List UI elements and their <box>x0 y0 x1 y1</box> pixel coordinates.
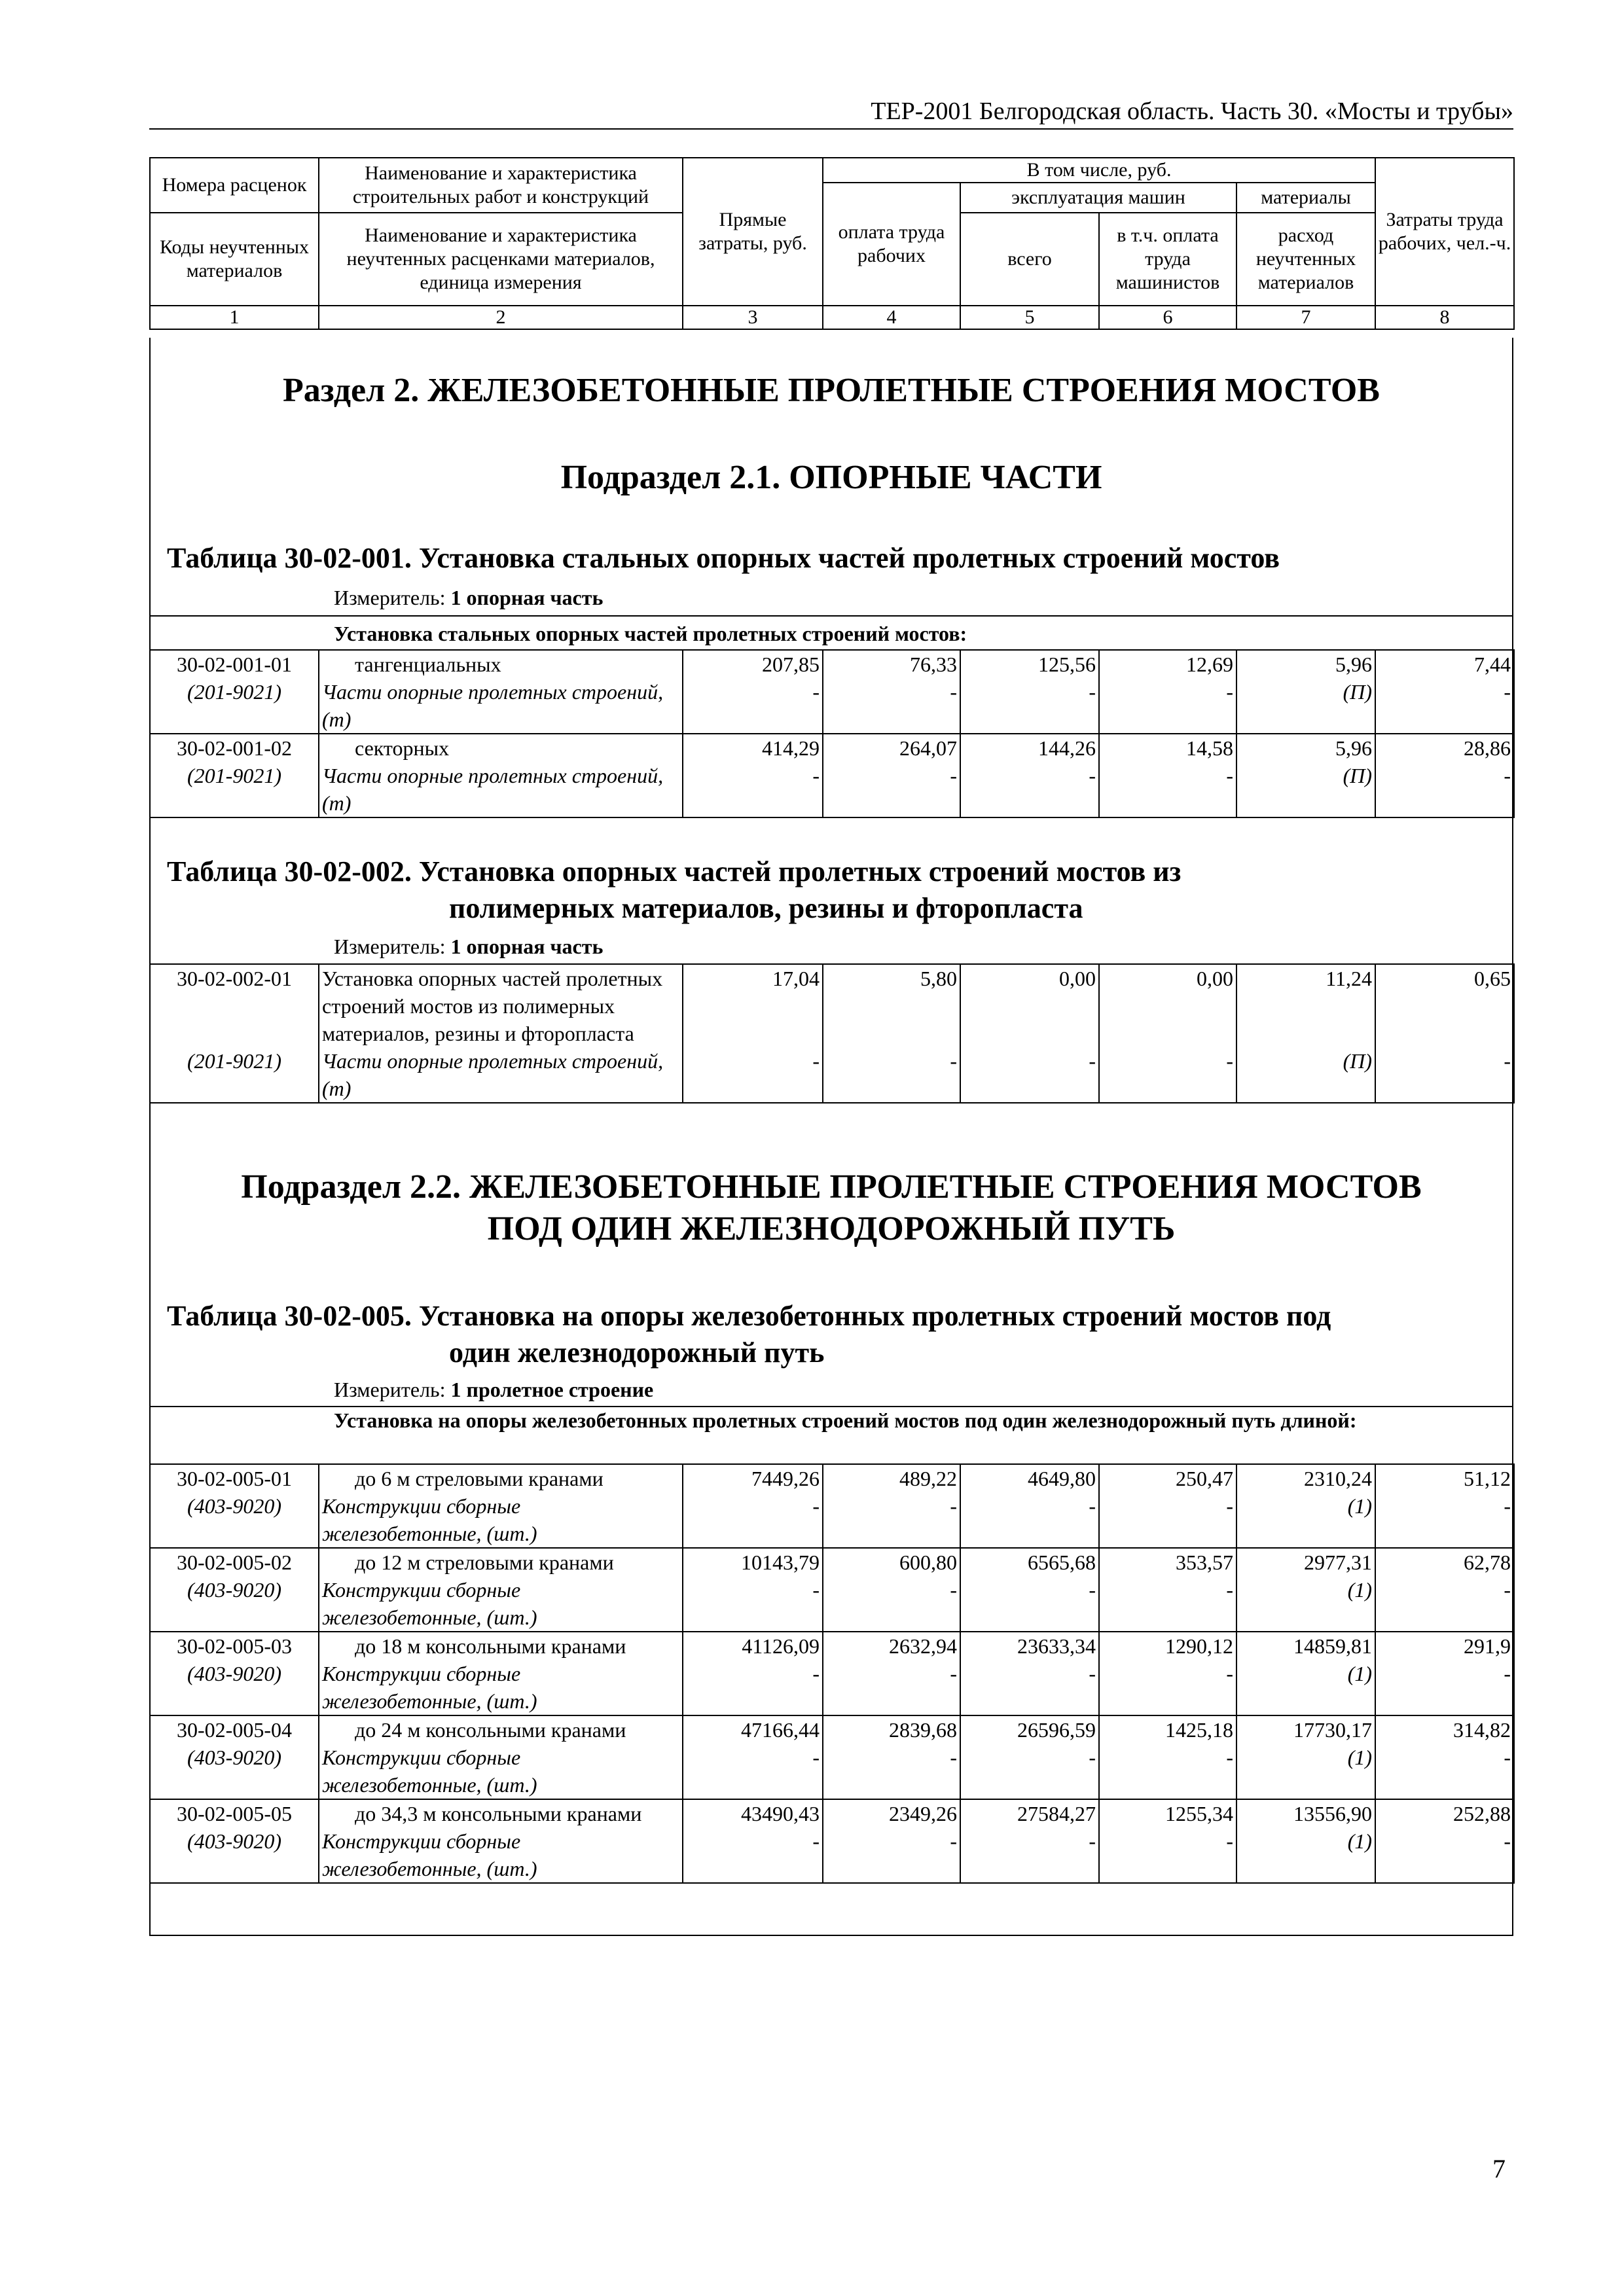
table-row <box>150 734 1514 762</box>
table-title: Таблица 30-02-002. Установка опорных частей пролетных строений мостов из <box>167 855 1182 888</box>
work-name <box>319 1799 683 1827</box>
machine-cost: 6565,68 <box>960 1548 1099 1576</box>
material-code: (201-9021) <box>150 762 319 817</box>
labor-cost: 2632,94 <box>823 1632 960 1660</box>
rate-code: 30-02-005-01 <box>150 1464 319 1492</box>
dash: - <box>1099 1744 1236 1799</box>
dash: - <box>1099 1047 1236 1103</box>
rate-code: 30-02-005-05 <box>150 1799 319 1827</box>
dash: - <box>960 1492 1099 1548</box>
material-name: Конструкции сборные железобетонные, (шт.) <box>319 1660 683 1715</box>
material-name: Конструкции сборные железобетонные, (шт.) <box>319 1492 683 1548</box>
dash: - <box>683 1744 823 1799</box>
table-title-line2: полимерных материалов, резины и фторопласта <box>449 892 1083 924</box>
col6-header: в т.ч. оплата труда машинистов <box>1099 213 1236 306</box>
material-cost: 14859,81 <box>1236 1632 1375 1660</box>
direct-cost: 47166,44 <box>683 1715 823 1744</box>
material-row <box>150 1660 1514 1715</box>
dash: - <box>1099 1492 1236 1548</box>
dash: - <box>683 1047 823 1103</box>
col7-header: расход неучтенных материалов <box>1236 213 1375 306</box>
col-num: 5 <box>960 306 1099 329</box>
labor-hours: 291,9 <box>1375 1632 1514 1660</box>
material-cost: 13556,90 <box>1236 1799 1375 1827</box>
subsection-title: Подраздел 2.1. ОПОРНЫЕ ЧАСТИ <box>560 459 1102 496</box>
table-row <box>150 1548 1514 1576</box>
dash: - <box>823 1660 960 1715</box>
work-name-text: тангенциальных <box>355 653 501 676</box>
operator-cost: 1290,12 <box>1099 1632 1236 1660</box>
dash: - <box>960 1047 1099 1103</box>
rate-code: 30-02-001-02 <box>150 734 319 762</box>
dash: - <box>1099 1827 1236 1883</box>
table-title-line2: один железнодорожный путь <box>449 1336 825 1369</box>
measure-label: Измеритель: <box>334 935 446 958</box>
measure-value: 1 опорная часть <box>450 586 604 609</box>
operator-cost: 14,58 <box>1099 734 1236 762</box>
labor-hours: 0,65 <box>1375 964 1514 1047</box>
col3-header: Прямые затраты, руб. <box>683 158 823 306</box>
page-number: 7 <box>1492 2154 1506 2183</box>
table-row <box>150 1632 1514 1660</box>
direct-cost: 10143,79 <box>683 1548 823 1576</box>
col-num: 6 <box>1099 306 1236 329</box>
subsection-title-line2: ПОД ОДИН ЖЕЛЕЗНОДОРОЖНЫЙ ПУТЬ <box>487 1210 1176 1247</box>
labor-cost: 264,07 <box>823 734 960 762</box>
table1-rows <box>149 649 1515 818</box>
material-row <box>150 1492 1514 1548</box>
labor-hours: 252,88 <box>1375 1799 1514 1827</box>
col1-subheader: Коды неучтенных материалов <box>150 213 319 306</box>
column-header-table <box>149 157 1515 330</box>
labor-cost: 76,33 <box>823 650 960 678</box>
col2-header: Наименование и характеристика строительных работ и конструкций <box>319 158 683 213</box>
operator-cost: 0,00 <box>1099 964 1236 1047</box>
dash: - <box>823 1827 960 1883</box>
group-row: Установка стальных опорных частей пролетных строений мостов: <box>149 615 1513 651</box>
work-name-text: до 18 м консольными кранами <box>355 1634 626 1658</box>
dash: - <box>1375 1576 1514 1632</box>
dash: - <box>960 1827 1099 1883</box>
col-num: 1 <box>150 306 319 329</box>
col8-header: Затраты труда рабочих, чел.-ч. <box>1375 158 1514 306</box>
machine-cost: 4649,80 <box>960 1464 1099 1492</box>
direct-cost: 414,29 <box>683 734 823 762</box>
dash: - <box>1099 678 1236 734</box>
direct-cost: 41126,09 <box>683 1632 823 1660</box>
material-qty: (1) <box>1236 1576 1375 1632</box>
dash: - <box>1099 762 1236 817</box>
dash: - <box>960 678 1099 734</box>
col4-header: оплата труда рабочих <box>823 183 960 306</box>
labor-cost: 489,22 <box>823 1464 960 1492</box>
measure-label: Измеритель: <box>334 1378 446 1401</box>
work-name <box>319 734 683 762</box>
materials-header: материалы <box>1236 183 1375 213</box>
rate-code: 30-02-002-01 <box>150 964 319 1047</box>
measure-value: 1 опорная часть <box>450 935 604 958</box>
dash: - <box>823 1576 960 1632</box>
subsection-title: Подраздел 2.2. ЖЕЛЕЗОБЕТОННЫЕ ПРОЛЕТНЫЕ СТРОЕНИЯ МОСТОВ <box>241 1168 1422 1206</box>
col1-header: Номера расценок <box>150 158 319 213</box>
running-header: ТЕР-2001 Белгородская область. Часть 30. «Мосты и трубы» <box>871 98 1513 125</box>
col5-header: всего <box>960 213 1099 306</box>
dash: - <box>683 1827 823 1883</box>
material-code: (201-9021) <box>150 1047 319 1103</box>
machine-cost: 27584,27 <box>960 1799 1099 1827</box>
operator-cost: 1255,34 <box>1099 1799 1236 1827</box>
material-qty: (П) <box>1236 762 1375 817</box>
dash: - <box>823 1492 960 1548</box>
machine-cost: 125,56 <box>960 650 1099 678</box>
direct-cost: 7449,26 <box>683 1464 823 1492</box>
material-name: Части опорные пролетных строений, (т) <box>319 762 683 817</box>
material-cost: 11,24 <box>1236 964 1375 1047</box>
col-num: 2 <box>319 306 683 329</box>
measure-line <box>334 933 603 960</box>
table-row <box>150 964 1514 1047</box>
dash: - <box>1375 1660 1514 1715</box>
dash: - <box>823 1744 960 1799</box>
machine-cost: 26596,59 <box>960 1715 1099 1744</box>
material-name: Части опорные пролетных строений, (т) <box>319 678 683 734</box>
table-title: Таблица 30-02-001. Установка стальных опорных частей пролетных строений мостов <box>167 542 1280 574</box>
dash: - <box>960 762 1099 817</box>
material-code: (403-9020) <box>150 1576 319 1632</box>
direct-cost: 17,04 <box>683 964 823 1047</box>
material-row <box>150 1744 1514 1799</box>
table-row <box>150 1715 1514 1744</box>
labor-hours: 62,78 <box>1375 1548 1514 1576</box>
work-name-text: до 12 м стреловыми кранами <box>355 1551 614 1574</box>
rate-code: 30-02-001-01 <box>150 650 319 678</box>
col-num: 8 <box>1375 306 1514 329</box>
material-qty: (1) <box>1236 1744 1375 1799</box>
material-code: (403-9020) <box>150 1492 319 1548</box>
work-name <box>319 1632 683 1660</box>
material-row <box>150 762 1514 817</box>
material-name: Конструкции сборные железобетонные, (шт.) <box>319 1827 683 1883</box>
material-row <box>150 1047 1514 1103</box>
col-num: 4 <box>823 306 960 329</box>
labor-cost: 600,80 <box>823 1548 960 1576</box>
material-name: Части опорные пролетных строений, (т) <box>319 1047 683 1103</box>
direct-cost: 207,85 <box>683 650 823 678</box>
rate-code: 30-02-005-03 <box>150 1632 319 1660</box>
dash: - <box>683 762 823 817</box>
material-code: (201-9021) <box>150 678 319 734</box>
operator-cost: 1425,18 <box>1099 1715 1236 1744</box>
dash: - <box>683 1576 823 1632</box>
rate-code: 30-02-005-02 <box>150 1548 319 1576</box>
table-row <box>150 1799 1514 1827</box>
work-name-text: секторных <box>355 736 450 760</box>
measure-label: Измеритель: <box>334 586 446 609</box>
direct-cost: 43490,43 <box>683 1799 823 1827</box>
machines-header: эксплуатация машин <box>960 183 1236 213</box>
dash: - <box>823 762 960 817</box>
dash: - <box>1375 1047 1514 1103</box>
labor-cost: 5,80 <box>823 964 960 1047</box>
table3-rows <box>149 1463 1515 1884</box>
material-row <box>150 1827 1514 1883</box>
material-name: Конструкции сборные железобетонные, (шт.) <box>319 1744 683 1799</box>
operator-cost: 250,47 <box>1099 1464 1236 1492</box>
work-name <box>319 1464 683 1492</box>
group-header: В том числе, руб. <box>823 158 1375 183</box>
section-title: Раздел 2. ЖЕЛЕЗОБЕТОННЫЕ ПРОЛЕТНЫЕ СТРОЕНИЯ МОСТОВ <box>283 372 1380 409</box>
labor-hours: 51,12 <box>1375 1464 1514 1492</box>
material-code: (403-9020) <box>150 1744 319 1799</box>
material-qty: (1) <box>1236 1492 1375 1548</box>
machine-cost: 144,26 <box>960 734 1099 762</box>
table2-rows <box>149 963 1515 1103</box>
dash: - <box>1375 1827 1514 1883</box>
material-cost: 5,96 <box>1236 650 1375 678</box>
table-row <box>150 1464 1514 1492</box>
dash: - <box>960 1660 1099 1715</box>
dash: - <box>683 1660 823 1715</box>
measure-line <box>334 584 603 611</box>
operator-cost: 353,57 <box>1099 1548 1236 1576</box>
dash: - <box>1375 678 1514 734</box>
material-qty: (П) <box>1236 678 1375 734</box>
dash: - <box>823 678 960 734</box>
table-title: Таблица 30-02-005. Установка на опоры железобетонных пролетных строений мостов под <box>167 1300 1331 1332</box>
material-cost: 5,96 <box>1236 734 1375 762</box>
material-code: (403-9020) <box>150 1660 319 1715</box>
col-num: 7 <box>1236 306 1375 329</box>
labor-hours: 314,82 <box>1375 1715 1514 1744</box>
dash: - <box>683 678 823 734</box>
measure-line <box>334 1376 653 1403</box>
dash: - <box>1375 1744 1514 1799</box>
work-name-text: до 6 м стреловыми кранами <box>355 1467 604 1490</box>
col-num: 3 <box>683 306 823 329</box>
labor-hours: 7,44 <box>1375 650 1514 678</box>
machine-cost: 0,00 <box>960 964 1099 1047</box>
work-name-text: до 34,3 м консольными кранами <box>355 1802 642 1825</box>
work-name <box>319 1715 683 1744</box>
machine-cost: 23633,34 <box>960 1632 1099 1660</box>
dash: - <box>1099 1576 1236 1632</box>
material-qty: (1) <box>1236 1660 1375 1715</box>
group-row: Установка на опоры железобетонных пролетных строений мостов под один железнодорожный путь длиной: <box>149 1406 1513 1465</box>
material-cost: 17730,17 <box>1236 1715 1375 1744</box>
labor-hours: 28,86 <box>1375 734 1514 762</box>
work-name: Установка опорных частей пролетных строений мостов из полимерных материалов, резины и фторопласта <box>319 964 683 1047</box>
work-name <box>319 650 683 678</box>
dash: - <box>1375 762 1514 817</box>
dash: - <box>823 1047 960 1103</box>
header-rule <box>149 128 1513 130</box>
dash: - <box>1375 1492 1514 1548</box>
col2-subheader: Наименование и характеристика неучтенных расценками материалов, единица измерения <box>319 213 683 306</box>
table-row <box>150 650 1514 678</box>
material-row <box>150 1576 1514 1632</box>
material-qty: (1) <box>1236 1827 1375 1883</box>
work-name <box>319 1548 683 1576</box>
labor-cost: 2349,26 <box>823 1799 960 1827</box>
dash: - <box>960 1576 1099 1632</box>
work-name-text: до 24 м консольными кранами <box>355 1718 626 1742</box>
material-qty: (П) <box>1236 1047 1375 1103</box>
dash: - <box>960 1744 1099 1799</box>
material-cost: 2310,24 <box>1236 1464 1375 1492</box>
material-code: (403-9020) <box>150 1827 319 1883</box>
labor-cost: 2839,68 <box>823 1715 960 1744</box>
dash: - <box>683 1492 823 1548</box>
material-cost: 2977,31 <box>1236 1548 1375 1576</box>
measure-value: 1 пролетное строение <box>450 1378 654 1401</box>
operator-cost: 12,69 <box>1099 650 1236 678</box>
material-name: Конструкции сборные железобетонные, (шт.) <box>319 1576 683 1632</box>
material-row <box>150 678 1514 734</box>
dash: - <box>1099 1660 1236 1715</box>
rate-code: 30-02-005-04 <box>150 1715 319 1744</box>
